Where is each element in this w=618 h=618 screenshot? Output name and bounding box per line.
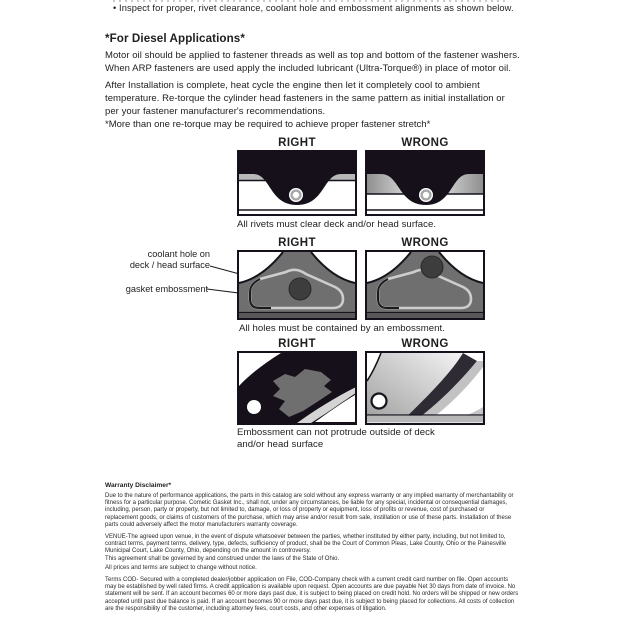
coolant-hole-label-line1: coolant hole on	[147, 249, 210, 259]
gasket-embossment-label: gasket embossment	[125, 284, 208, 294]
governing-law-text: This agreement shall be governed by and construed under the laws of the State of Ohio.	[105, 555, 340, 562]
motor-oil-paragraph: Motor oil should be applied to fastener threads as well as top and bottom of the fastener washers. When ARP fasteners are used apply the included lubricant (Ultra-Torque®) in place of motor oil.	[105, 50, 520, 74]
fig1-wrong-label: WRONG	[401, 137, 449, 149]
fig1-caption: All rivets must clear deck and/or head surface.	[237, 219, 437, 230]
fig1-right-label: RIGHT	[278, 137, 316, 149]
venue-text: VENUE-The agreed upon venue, in the event of dispute whatsoever between the parties, whether instituted by either party, including, but not limited to, contract terms, payment terms, delivery, type, defects, sufficiency of product, shall be the Court of Common Pleas, Lake County, Ohio or the Painesville Municipal Court, Lake County, Ohio, depending on the amount in controversy.	[105, 534, 507, 555]
fig2-right-label: RIGHT	[278, 237, 316, 249]
coolant-hole-label-line2: deck / head surface	[129, 260, 210, 270]
fig1-right-diagram	[237, 150, 357, 216]
retorque-note: *More than one re-torque may be required to achieve proper fastener stretch*	[105, 119, 431, 130]
fig1-wrong-diagram	[365, 150, 485, 216]
fig2-right-diagram	[237, 250, 357, 320]
fig2-caption: All holes must be contained by an embossment.	[239, 323, 445, 334]
warranty-paragraph-venue	[105, 534, 519, 563]
warranty-heading: Warranty Disclaimer*	[105, 482, 172, 489]
fig3-caption: Embossment can not protrude outside of deck and/or head surface	[237, 427, 435, 450]
heat-cycle-paragraph: After Installation is complete, heat cycle the engine then let it completely cool to ambient temperature. Re-torque the cylinder head fasteners in the same pattern as initial installation or per your fastener manufacturer's recommendations.	[105, 80, 505, 117]
fig3-wrong-label: WRONG	[401, 338, 449, 350]
fig3-right-label: RIGHT	[278, 338, 316, 350]
fig3-wrong-diagram	[365, 351, 485, 425]
coolant-hole-label	[80, 249, 210, 271]
diesel-applications-heading: *For Diesel Applications*	[105, 32, 245, 45]
fig2-wrong-label: WRONG	[401, 237, 449, 249]
inspect-bullet-line: • Inspect for proper, rivet clearance, coolant hole and embossment alignments as shown below.	[113, 3, 514, 13]
fig2-wrong-diagram	[365, 250, 485, 320]
prices-terms-notice: All prices and terms are subject to change without notice.	[105, 565, 257, 571]
cropped-text-artifact	[113, 0, 505, 2]
fig3-right-diagram	[237, 351, 357, 425]
warranty-paragraph-1: Due to the nature of performance applications, the parts in this catalog are sold without any express warranty or any implied warranty of merchantability or fitness for a particular purpose. Cometic Gasket Inc., shall not, under any circumstances, be liable for any special, incidental or consequential damages, including, person, party or property, but not limited to, damage, or loss of property or equipment, loss of profits or revenue, cost of purchased or replacement goods, or claims of customers of the purchase, which may arise and/or result from sale, instillation or use of these parts. Installation of these parts could adversely affect the motor manufacturers warranty coverage.	[105, 493, 514, 528]
terms-cod-paragraph: Terms COD- Secured with a completed dealer/jobber application on File, COD-Company check with a current credit card number on file. Open accounts may be established by well rated firms. A credit application is available upon request. Open accounts are due payable Net 30 days from date of invoice. No statement will be sent. If an account becomes 60 or more days past due, it is subject to being placed on credit hold. No orders will be shipped or new orders accepted until past due balance is paid. If an account becomes 90 or more days past due, it is subject to being placed for collections. All costs of collection are the responsibility of the customer, including attorney fees, court costs, and other expenses of litigation.	[105, 577, 519, 612]
